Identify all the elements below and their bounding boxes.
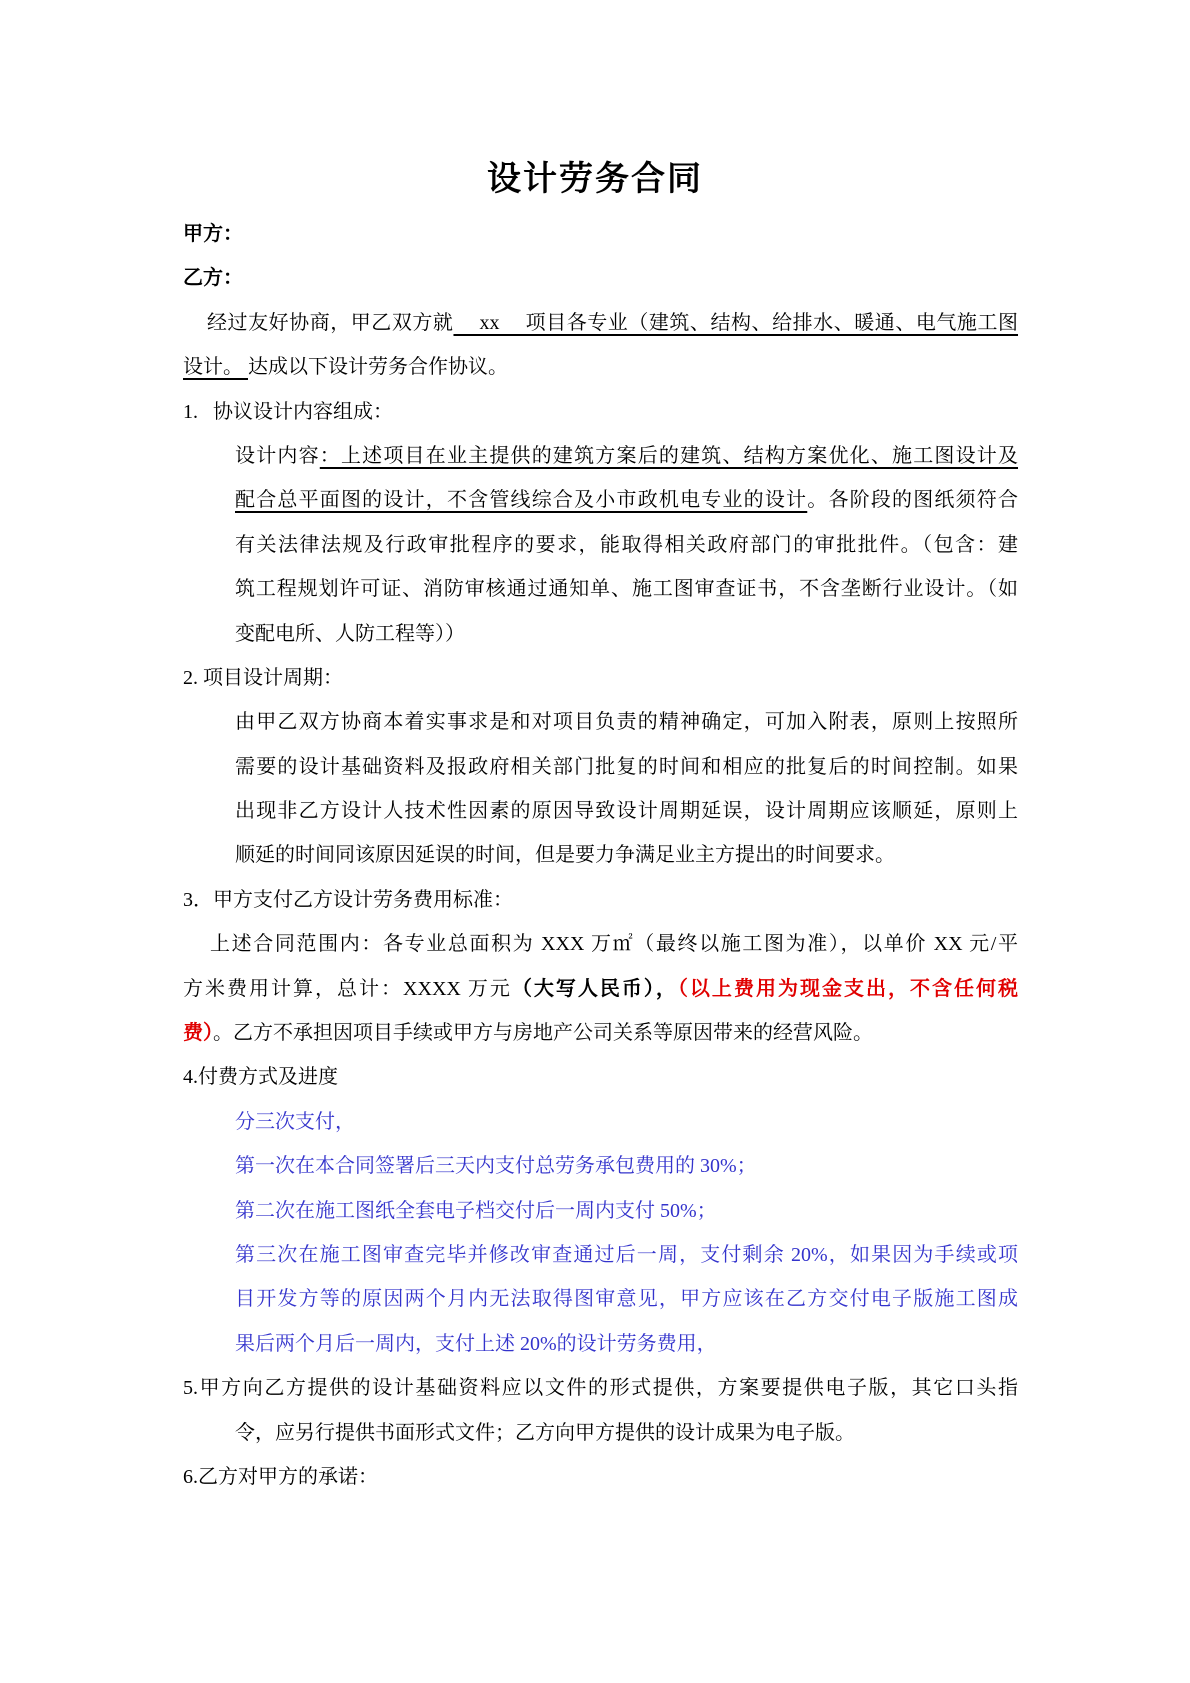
text-run: 顺延的时间同该原因延误的时间，但是要力争满足业主方提出的时间要求。 <box>235 844 895 867</box>
document-title: 设计劳务合同 <box>487 161 703 198</box>
doc-line <box>183 212 1018 256</box>
text-run: 设计内容 <box>235 444 320 467</box>
text-run: xx 项目各专业（建筑、结构、给排水、暖通、电气施工图 <box>453 311 1019 334</box>
doc-line <box>183 922 1018 966</box>
doc-line <box>183 434 1018 478</box>
doc-line <box>183 1189 1018 1233</box>
text-run: 方米费用计算，总计：XXXX 万元 <box>183 977 512 1000</box>
text-run: 第三次在施工图审查完毕并修改审查通过后一周，支付剩余 20%，如果因为手续或项 <box>235 1243 1018 1266</box>
doc-line <box>183 1100 1018 1144</box>
doc-line <box>183 656 1018 700</box>
text-run: 令，应另行提供书面形式文件；乙方向甲方提供的设计成果为电子版。 <box>235 1421 855 1444</box>
text-run: 乙方： <box>183 267 243 290</box>
doc-line <box>183 745 1018 789</box>
text-run: 费） <box>183 1022 213 1045</box>
doc-line <box>183 833 1018 877</box>
text-run: 2. 项目设计周期： <box>183 666 343 689</box>
text-run: ：上述项目在业主提供的建筑方案后的建筑、结构方案优化、施工图设计及 <box>319 444 1019 467</box>
doc-line <box>183 1366 1018 1410</box>
text-run: 出现非乙方设计人技术性因素的原因导致设计周期延误，设计周期应该顺延，原则上 <box>235 800 1018 823</box>
doc-line <box>183 567 1018 611</box>
text-run: 果后两个月后一周内，支付上述 20%的设计劳务费用， <box>235 1332 717 1355</box>
text-run: 3．甲方支付乙方设计劳务费用标准： <box>183 888 513 911</box>
doc-line <box>183 390 1018 434</box>
doc-line <box>183 478 1018 522</box>
doc-line <box>183 967 1018 1011</box>
text-run: 6.乙方对甲方的承诺： <box>183 1465 378 1488</box>
text-run: 筑工程规划许可证、消防审核通过通知单、施工图审查证书，不含垄断行业设计。（如 <box>235 578 1018 601</box>
doc-line <box>183 1055 1018 1099</box>
text-run: 有关法律法规及行政审批程序的要求，能取得相关政府部门的审批批件。（包含：建 <box>235 533 1018 556</box>
doc-line <box>183 612 1018 656</box>
text-run: （大写人民币）， <box>511 977 678 1000</box>
doc-line <box>183 1322 1018 1366</box>
text-run: 变配电所、人防工程等）） <box>235 622 465 645</box>
doc-line <box>183 1233 1018 1277</box>
text-run: 第二次在施工图纸全套电子档交付后一周内支付 50%； <box>235 1199 717 1222</box>
text-run: 第一次在本合同签署后三天内支付总劳务承包费用的 30%； <box>235 1155 757 1178</box>
text-run: 设计。 <box>183 356 248 379</box>
doc-line <box>183 1277 1018 1321</box>
text-run: 分三次支付， <box>235 1110 355 1133</box>
doc-line <box>183 878 1018 922</box>
text-run: 4.付费方式及进度 <box>183 1066 338 1089</box>
text-run: 甲方： <box>183 223 243 245</box>
text-run: （以上费用为现金支出，不含任何税 <box>677 977 1019 1000</box>
doc-line <box>183 523 1018 567</box>
text-run: 达成以下设计劳务合作协议。 <box>248 356 508 379</box>
doc-line <box>183 1411 1018 1455</box>
doc-line <box>183 256 1018 300</box>
document-body <box>183 212 1018 1499</box>
text-run: 需要的设计基础资料及报政府相关部门批复的时间和相应的批复后的时间控制。如果 <box>235 755 1018 778</box>
doc-line <box>183 700 1018 744</box>
doc-line <box>183 345 1018 389</box>
text-run: 由甲乙双方协商本着实事求是和对项目负责的精神确定，可加入附表，原则上按照所 <box>235 711 1018 734</box>
text-run: 上述合同范围内：各专业总面积为 XXX 万㎡（最终以施工图为准），以单价 XX 元/平 <box>210 933 1018 956</box>
doc-line <box>183 301 1018 345</box>
doc-line <box>183 1144 1018 1188</box>
doc-line <box>183 1455 1018 1499</box>
doc-line <box>183 1011 1018 1055</box>
text-run: 目开发方等的原因两个月内无法取得图审意见，甲方应该在乙方交付电子版施工图成 <box>235 1288 1018 1311</box>
text-run: 配合总平面图的设计，不含管线综合及小市政机电专业的设计 <box>235 489 808 512</box>
text-run: 1. 协议设计内容组成： <box>183 400 393 423</box>
text-run: 5.甲方向乙方提供的设计基础资料应以文件的形式提供，方案要提供电子版，其它口头指 <box>183 1377 1018 1400</box>
text-run: 。各阶段的图纸须符合 <box>807 489 1018 512</box>
text-run: 经过友好协商，甲乙双方就 <box>207 311 454 334</box>
doc-line <box>183 789 1018 833</box>
text-run: 。乙方不承担因项目手续或甲方与房地产公司关系等原因带来的经营风险。 <box>213 1022 873 1045</box>
